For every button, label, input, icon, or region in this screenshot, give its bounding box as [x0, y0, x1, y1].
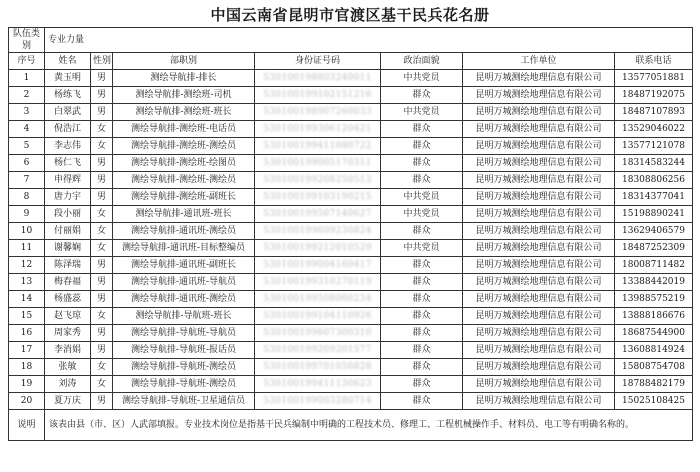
member-gender: 女: [91, 206, 113, 223]
member-position: 测绘导航排-排长: [113, 70, 255, 87]
member-political-status: 群众: [381, 393, 463, 410]
table-row: [9, 155, 693, 172]
member-id-number: 530100198907260033: [263, 107, 372, 117]
row-number: 9: [9, 206, 45, 223]
table-row: [9, 376, 693, 393]
member-position: 测绘导航排-测绘班-测绘员: [113, 138, 255, 155]
member-id-number: 530100199306120421: [263, 124, 372, 134]
row-number: 18: [9, 359, 45, 376]
member-employer: 昆明万城测绘地理信息有限公司: [463, 376, 615, 393]
member-employer: 昆明万城测绘地理信息有限公司: [463, 87, 615, 104]
member-id-cell: [255, 70, 381, 87]
member-position: 测绘导航排-通讯班-测绘员: [113, 291, 255, 308]
member-employer: 昆明万城测绘地理信息有限公司: [463, 325, 615, 342]
member-id-cell: [255, 308, 381, 325]
row-number: 11: [9, 240, 45, 257]
member-id-cell: [255, 87, 381, 104]
member-position: 测绘导航排-通讯班-导航员: [113, 274, 255, 291]
member-name: 申得辉: [45, 172, 91, 189]
member-id-cell: [255, 376, 381, 393]
member-political-status: 群众: [381, 291, 463, 308]
row-number: 8: [9, 189, 45, 206]
member-phone: 13529046022: [615, 121, 693, 138]
member-employer: 昆明万城测绘地理信息有限公司: [463, 291, 615, 308]
member-political-status: 群众: [381, 342, 463, 359]
member-employer: 昆明万城测绘地理信息有限公司: [463, 121, 615, 138]
member-name: 李消娟: [45, 342, 91, 359]
member-id-cell: [255, 172, 381, 189]
member-gender: 男: [91, 325, 113, 342]
member-id-cell: [255, 240, 381, 257]
member-phone: 18487192075: [615, 87, 693, 104]
member-employer: 昆明万城测绘地理信息有限公司: [463, 308, 615, 325]
member-phone: 18308806256: [615, 172, 693, 189]
member-id-number: 530100199701050828: [263, 362, 372, 372]
member-id-number: 530100199508060234: [263, 294, 372, 304]
member-employer: 昆明万城测绘地理信息有限公司: [463, 359, 615, 376]
col-header-political: 政治面貌: [381, 53, 463, 70]
member-id-number: 530100199208250513: [263, 175, 372, 185]
member-political-status: 群众: [381, 257, 463, 274]
row-number: 1: [9, 70, 45, 87]
column-header-row: [9, 53, 693, 70]
member-name: 李志伟: [45, 138, 91, 155]
member-phone: 13577121078: [615, 138, 693, 155]
table-row: [9, 121, 693, 138]
member-id-number: 530100199103190215: [263, 192, 372, 202]
member-employer: 昆明万城测绘地理信息有限公司: [463, 189, 615, 206]
member-id-cell: [255, 189, 381, 206]
member-id-cell: [255, 359, 381, 376]
table-row: [9, 138, 693, 155]
category-label: 队伍类别: [9, 28, 45, 53]
member-political-status: 群众: [381, 121, 463, 138]
member-gender: 男: [91, 104, 113, 121]
member-name: 白翠武: [45, 104, 91, 121]
member-id-cell: [255, 257, 381, 274]
member-name: 付丽娟: [45, 223, 91, 240]
member-name: 陈泽瑞: [45, 257, 91, 274]
member-phone: 13888186676: [615, 308, 693, 325]
member-gender: 男: [91, 291, 113, 308]
member-position: 测绘导航排-通讯班-班长: [113, 206, 255, 223]
member-name: 唐力宇: [45, 189, 91, 206]
member-political-status: 群众: [381, 223, 463, 240]
member-employer: 昆明万城测绘地理信息有限公司: [463, 70, 615, 87]
member-name: 张敏: [45, 359, 91, 376]
member-id-cell: [255, 121, 381, 138]
member-employer: 昆明万城测绘地理信息有限公司: [463, 342, 615, 359]
member-phone: 18687544900: [615, 325, 693, 342]
member-id-cell: [255, 393, 381, 410]
table-row: [9, 223, 693, 240]
member-gender: 女: [91, 240, 113, 257]
member-phone: 13988575219: [615, 291, 693, 308]
table-row: [9, 325, 693, 342]
member-position: 测绘导航排-通讯班-副班长: [113, 257, 255, 274]
member-gender: 男: [91, 172, 113, 189]
member-employer: 昆明万城测绘地理信息有限公司: [463, 138, 615, 155]
row-number: 2: [9, 87, 45, 104]
member-position: 测绘导航排-测绘班-测绘员: [113, 172, 255, 189]
member-id-cell: [255, 223, 381, 240]
member-id-number: 530100199411080722: [263, 141, 372, 151]
member-phone: 18008711482: [615, 257, 693, 274]
member-name: 刘涛: [45, 376, 91, 393]
table-row: [9, 308, 693, 325]
row-number: 16: [9, 325, 45, 342]
member-employer: 昆明万城测绘地理信息有限公司: [463, 393, 615, 410]
member-name: 杨盛蕊: [45, 291, 91, 308]
member-employer: 昆明万城测绘地理信息有限公司: [463, 172, 615, 189]
col-header-employer: 工作单位: [463, 53, 615, 70]
member-id-number: 530100199607300310: [263, 328, 372, 338]
table-row: [9, 274, 693, 291]
table-row: [9, 189, 693, 206]
member-id-cell: [255, 206, 381, 223]
member-phone: 15025108425: [615, 393, 693, 410]
row-number: 12: [9, 257, 45, 274]
member-phone: 18314377041: [615, 189, 693, 206]
row-number: 19: [9, 376, 45, 393]
member-political-status: 群众: [381, 87, 463, 104]
member-employer: 昆明万城测绘地理信息有限公司: [463, 104, 615, 121]
member-position: 测绘导航排-导航班-测绘员: [113, 359, 255, 376]
member-position: 测绘导航排-测绘班-副班长: [113, 189, 255, 206]
member-political-status: 群众: [381, 359, 463, 376]
member-name: 杨练飞: [45, 87, 91, 104]
member-id-number: 530100199004160417: [263, 260, 372, 270]
row-number: 13: [9, 274, 45, 291]
member-political-status: 中共党员: [381, 206, 463, 223]
row-number: 3: [9, 104, 45, 121]
member-political-status: 中共党员: [381, 70, 463, 87]
member-name: 倪浩江: [45, 121, 91, 138]
member-gender: 男: [91, 393, 113, 410]
member-political-status: 群众: [381, 172, 463, 189]
member-employer: 昆明万城测绘地理信息有限公司: [463, 240, 615, 257]
member-phone: 13577051881: [615, 70, 693, 87]
member-position: 测绘导航排-测绘班-电话员: [113, 121, 255, 138]
member-position: 测绘导航排-导航班-测绘员: [113, 376, 255, 393]
member-gender: 男: [91, 274, 113, 291]
member-gender: 女: [91, 223, 113, 240]
page-title: 中国云南省昆明市官渡区基干民兵花名册: [210, 6, 490, 24]
table-row: [9, 359, 693, 376]
member-position: 测绘导航排-导航班-导航员: [113, 325, 255, 342]
member-id-cell: [255, 342, 381, 359]
table-row: [9, 87, 693, 104]
member-id-number: 530100199507140627: [263, 209, 372, 219]
table-row: [9, 393, 693, 410]
member-political-status: 群众: [381, 376, 463, 393]
member-employer: 昆明万城测绘地理信息有限公司: [463, 155, 615, 172]
table-row: [9, 291, 693, 308]
member-political-status: 群众: [381, 155, 463, 172]
member-position: 测绘导航排-测绘班-班长: [113, 104, 255, 121]
row-number: 15: [9, 308, 45, 325]
col-header-no: 序号: [9, 53, 45, 70]
table-row: [9, 172, 693, 189]
category-value: 专业力量: [45, 28, 693, 53]
member-name: 赵飞琼: [45, 308, 91, 325]
member-political-status: 群众: [381, 138, 463, 155]
member-id-cell: [255, 155, 381, 172]
col-header-gender: 性别: [91, 53, 113, 70]
note-row: [9, 410, 693, 441]
member-name: 夏万庆: [45, 393, 91, 410]
member-political-status: 群众: [381, 274, 463, 291]
member-name: 周家秀: [45, 325, 91, 342]
category-row: [9, 28, 693, 53]
member-gender: 女: [91, 138, 113, 155]
member-id-cell: [255, 325, 381, 342]
member-gender: 女: [91, 121, 113, 138]
member-gender: 女: [91, 376, 113, 393]
member-name: 杨仁飞: [45, 155, 91, 172]
member-position: 测绘导航排-导航班-报话员: [113, 342, 255, 359]
member-employer: 昆明万城测绘地理信息有限公司: [463, 274, 615, 291]
member-gender: 男: [91, 189, 113, 206]
member-phone: 18314583244: [615, 155, 693, 172]
member-phone: 13608814924: [615, 342, 693, 359]
row-number: 6: [9, 155, 45, 172]
member-id-cell: [255, 138, 381, 155]
member-phone: 18788482179: [615, 376, 693, 393]
member-phone: 13388442019: [615, 274, 693, 291]
member-position: 测绘导航排-通讯班-测绘员: [113, 223, 255, 240]
member-name: 段小丽: [45, 206, 91, 223]
member-gender: 男: [91, 87, 113, 104]
row-number: 20: [9, 393, 45, 410]
member-political-status: 群众: [381, 325, 463, 342]
member-id-number: 530100199104110926: [263, 311, 372, 321]
note-label: 说明: [9, 410, 45, 441]
member-id-number: 530100199005170311: [263, 158, 372, 168]
member-gender: 男: [91, 70, 113, 87]
row-number: 4: [9, 121, 45, 138]
member-name: 谢馨娴: [45, 240, 91, 257]
member-employer: 昆明万城测绘地理信息有限公司: [463, 257, 615, 274]
member-gender: 男: [91, 342, 113, 359]
member-employer: 昆明万城测绘地理信息有限公司: [463, 206, 615, 223]
member-employer: 昆明万城测绘地理信息有限公司: [463, 223, 615, 240]
member-id-number: 530100199209201577: [263, 345, 372, 355]
member-id-number: 530100199212010529: [263, 243, 372, 253]
col-header-position: 部职别: [113, 53, 255, 70]
row-number: 10: [9, 223, 45, 240]
col-header-id: 身份证号码: [255, 53, 381, 70]
table-row: [9, 206, 693, 223]
member-id-number: 530100199003280714: [263, 396, 372, 406]
col-header-name: 姓名: [45, 53, 91, 70]
member-gender: 女: [91, 359, 113, 376]
table-row: [9, 70, 693, 87]
member-position: 测绘导航排-导航班-班长: [113, 308, 255, 325]
member-position: 测绘导航排-导航班-卫星通信员: [113, 393, 255, 410]
member-id-number: 530100199102151216: [263, 90, 372, 100]
member-id-number: 530100199411130623: [263, 379, 372, 389]
member-phone: 15808754708: [615, 359, 693, 376]
member-id-cell: [255, 274, 381, 291]
table-row: [9, 342, 693, 359]
militia-roster-table: [8, 27, 693, 441]
col-header-phone: 联系电话: [615, 53, 693, 70]
member-id-cell: [255, 104, 381, 121]
member-political-status: 中共党员: [381, 189, 463, 206]
member-position: 测绘导航排-测绘班-司机: [113, 87, 255, 104]
member-phone: 15198890241: [615, 206, 693, 223]
note-text: 该表由县（市、区）人武部填报。专业技术岗位是指基干民兵编制中明确的工程技术员、修理工、工程机械操作手、材料员、电工等有明确名称的。: [45, 410, 693, 441]
member-id-number: 530100199310270119: [263, 277, 372, 287]
member-position: 测绘导航排-测绘班-绘图员: [113, 155, 255, 172]
member-phone: 18487107893: [615, 104, 693, 121]
member-id-number: 530100198803240011: [263, 73, 372, 83]
member-gender: 男: [91, 155, 113, 172]
member-id-number: 530100199609230824: [263, 226, 372, 236]
member-name: 黄玉明: [45, 70, 91, 87]
table-row: [9, 104, 693, 121]
member-political-status: 中共党员: [381, 104, 463, 121]
table-row: [9, 257, 693, 274]
row-number: 5: [9, 138, 45, 155]
table-row: [9, 240, 693, 257]
member-id-cell: [255, 291, 381, 308]
member-political-status: 群众: [381, 308, 463, 325]
member-phone: 18487252309: [615, 240, 693, 257]
member-gender: 女: [91, 308, 113, 325]
row-number: 14: [9, 291, 45, 308]
member-political-status: 中共党员: [381, 240, 463, 257]
row-number: 17: [9, 342, 45, 359]
member-position: 测绘导航排-通讯班-目标整编员: [113, 240, 255, 257]
member-name: 梅春福: [45, 274, 91, 291]
member-phone: 13629406579: [615, 223, 693, 240]
row-number: 7: [9, 172, 45, 189]
member-gender: 男: [91, 257, 113, 274]
